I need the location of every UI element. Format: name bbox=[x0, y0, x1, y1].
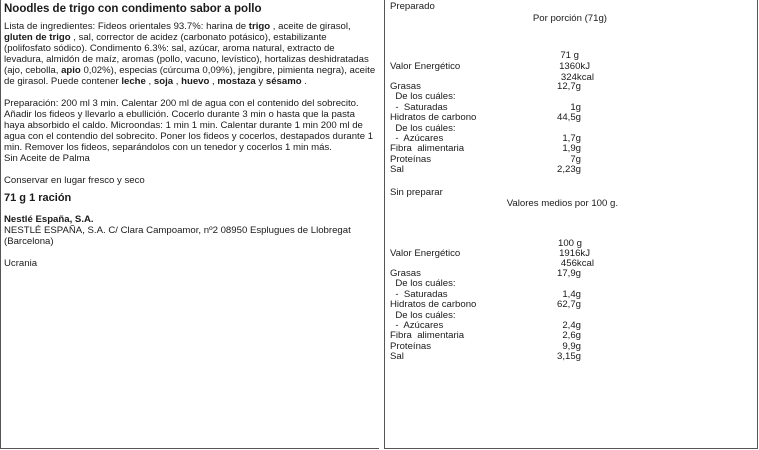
nutrient-value: 1,7g bbox=[562, 133, 581, 144]
nutrient-label: - Azúcares bbox=[390, 133, 444, 144]
nutrient-value: 7g bbox=[570, 153, 581, 165]
nutrient-value: 9,9g bbox=[562, 340, 581, 352]
nutrient-value: 1,4g bbox=[562, 288, 581, 300]
ingredients-part: , bbox=[145, 76, 154, 87]
ingredients-part: , bbox=[209, 76, 218, 87]
ingredients-part: Lista de ingredientes: Fideos orientales 93.7%: harina de bbox=[4, 21, 249, 32]
ingredients-part: , sal, corrector de acidez (carbonato potásico), estabilizante (polifosfato sódico). Condimento 6.3%: sal, azúcar, aroma natural, extracto de levadura, almidón de maíz, aromas (pollo, vacuno, levístico), hortalizas deshidratadas (ajo, cebolla, bbox=[4, 32, 369, 76]
palm-free-text: Sin Aceite de Palma bbox=[4, 153, 90, 164]
prepared-header: Preparado bbox=[390, 1, 435, 12]
origin-text: Ucrania bbox=[4, 258, 38, 269]
allergen-sesamo: sésamo bbox=[265, 76, 302, 87]
prepared-energy-kj: 1360kJ bbox=[559, 61, 590, 72]
preparation-text: Preparación: 200 ml 3 min. Calentar 200 ml de agua con el contenido del sobrecito. Añadir los fideos y llevarlo a ebullición. Cocerlo durante 3 min o hasta que la pasta haya absorbido el caldo. Microondas: 1 min 1 min. Calentar durante 1 min 200 ml de agua con el contendio del sobrecito. Poner los fideos y cocerlos, destapados durante 1 min. Remover los fideos, separándolos con un tenedor y cocerlos 1 min más. bbox=[4, 98, 374, 153]
allergen-apio: apio bbox=[61, 65, 81, 76]
ingredients-part: . bbox=[301, 76, 307, 87]
nutrient-label: Hidratos de carbono bbox=[390, 112, 477, 124]
nutrient-value: 17,9g bbox=[556, 268, 581, 279]
nutrient-value: 12,7g bbox=[556, 81, 581, 92]
nutrient-label: Fibra alimentaria bbox=[390, 330, 465, 342]
ingredients-part: 0,02%), especias (cúrcuma 0,09%), jengibre, pimienta negra), aceite de girasol. Puede contener bbox=[4, 65, 376, 87]
ingredients-part: y bbox=[255, 76, 266, 87]
nutrient-label: De los cuáles: bbox=[390, 122, 456, 134]
nutrient-label: - Saturadas bbox=[390, 288, 448, 300]
spacer bbox=[4, 164, 376, 175]
nutrient-label: Fibra alimentaria bbox=[390, 143, 465, 155]
prepared-subheader: Por porción (71g) bbox=[532, 13, 607, 24]
ingredients-text bbox=[4, 21, 376, 87]
nutrient-value: 44,5g bbox=[556, 112, 581, 124]
left-column bbox=[4, 2, 376, 269]
unprepared-header: Sin preparar bbox=[390, 187, 443, 198]
nutrient-label: Sal bbox=[390, 164, 404, 176]
allergen-huevo: huevo bbox=[181, 76, 210, 87]
nutrient-value: 2,4g bbox=[562, 320, 581, 331]
nutrient-label: De los cuáles: bbox=[390, 309, 456, 321]
ingredients-part: , aceite de girasol, bbox=[270, 21, 351, 32]
nutrient-label: De los cuáles: bbox=[390, 278, 456, 290]
nutrient-value: 3,15g bbox=[556, 351, 581, 363]
spacer bbox=[4, 247, 376, 258]
unprepared-energy-kj: 1916kJ bbox=[559, 248, 590, 259]
unprepared-portion: 100 g bbox=[557, 238, 582, 249]
allergen-soja: soja bbox=[153, 76, 174, 87]
allergen-trigo: trigo bbox=[248, 21, 271, 32]
company-name: Nestlé España, S.A. bbox=[4, 214, 94, 225]
unprepared-energy-kcal: 456kcal bbox=[560, 258, 594, 269]
spacer bbox=[4, 87, 376, 98]
nutrient-label: Sal bbox=[390, 351, 404, 363]
nutrient-value: 2,6g bbox=[562, 330, 581, 342]
prepared-energy-kcal: 324kcal bbox=[560, 72, 594, 83]
allergen-leche: leche bbox=[121, 76, 146, 87]
nutrient-label: - Azúcares bbox=[390, 320, 444, 331]
unprepared-energy-label: Valor Energético bbox=[390, 248, 461, 259]
nutrient-label: De los cuáles: bbox=[390, 91, 456, 103]
prepared-energy-label: Valor Energético bbox=[390, 61, 461, 72]
allergen-mostaza: mostaza bbox=[217, 76, 256, 87]
allergen-gluten: gluten de trigo bbox=[4, 32, 71, 43]
nutrient-label: - Saturadas bbox=[390, 101, 448, 113]
company-address: NESTLÉ ESPAÑA, S.A. C/ Clara Campoamor, nº2 08950 Esplugues de Llobregat (Barcelona) bbox=[4, 225, 351, 247]
nutrient-value: 62,7g bbox=[556, 299, 581, 311]
nutrient-value: 1,9g bbox=[562, 143, 581, 155]
nutrient-label: Hidratos de carbono bbox=[390, 299, 477, 311]
unprepared-subheader: Valores medios por 100 g. bbox=[506, 198, 618, 209]
product-title: Noodles de trigo con condimento sabor a pollo bbox=[4, 3, 262, 15]
prepared-portion: 71 g bbox=[560, 50, 579, 61]
nutrient-label: Grasas bbox=[390, 268, 421, 279]
nutrient-value: 1g bbox=[570, 101, 581, 113]
nutrient-label: Grasas bbox=[390, 81, 421, 92]
storage-text: Conservar en lugar fresco y seco bbox=[4, 175, 145, 186]
nutrient-label: Proteínas bbox=[390, 153, 432, 165]
nutrient-label: Proteínas bbox=[390, 340, 432, 352]
serving-size: 71 g 1 ración bbox=[4, 192, 72, 204]
nutrient-value: 2,23g bbox=[556, 164, 581, 176]
ingredients-part: , bbox=[173, 76, 182, 87]
